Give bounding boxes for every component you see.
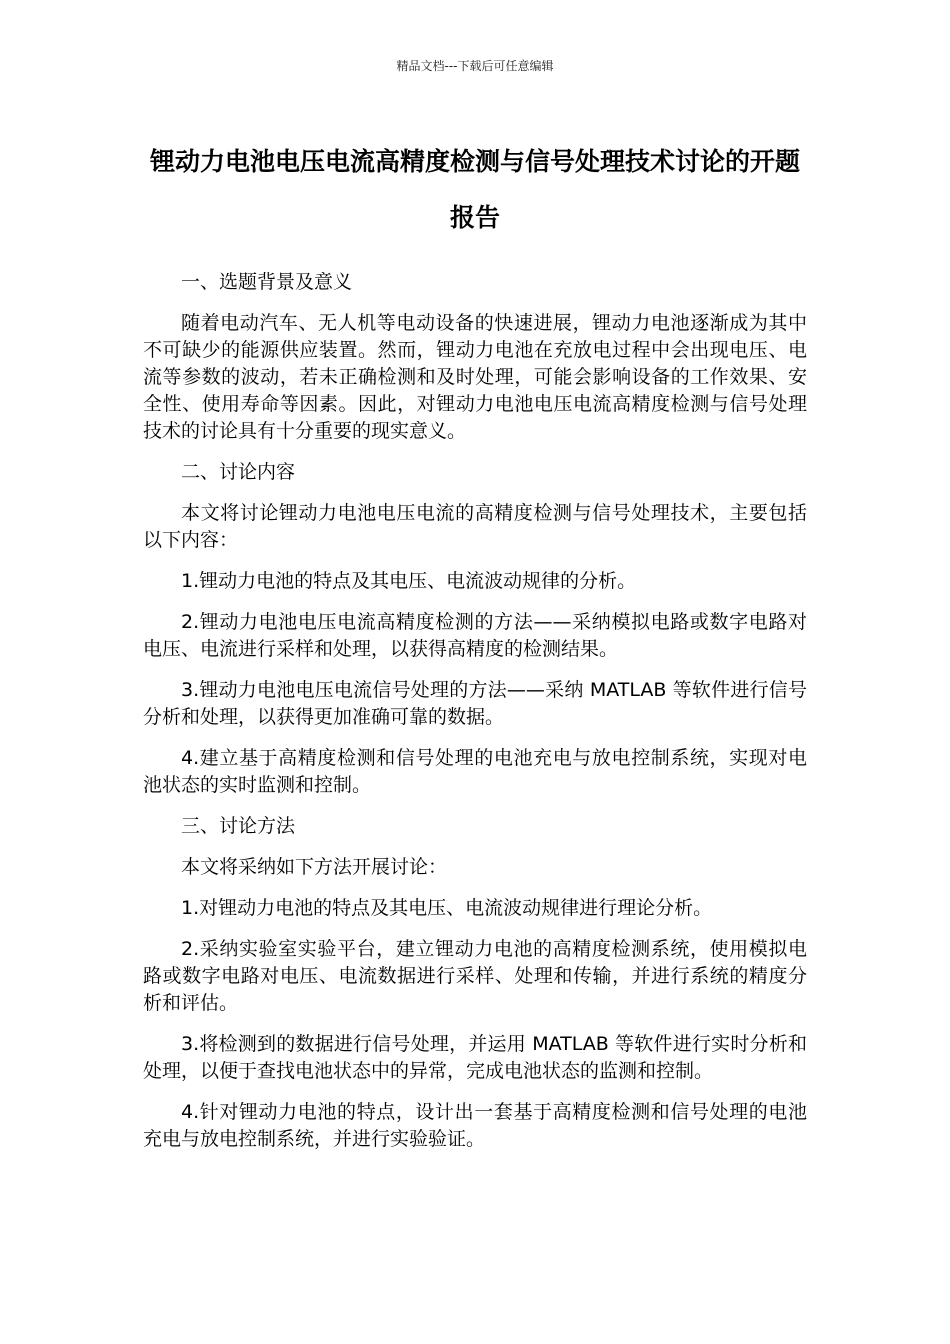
method-item-3: 3.将检测到的数据进行信号处理，并运用 MATLAB 等软件进行实时分析和处理，以便于查找电池状态中的异常，完成电池状态的监测和控制。: [143, 1033, 807, 1082]
paragraph-method-intro: 本文将采纳如下方法开展讨论：: [181, 856, 448, 878]
section-heading-background: 一、选题背景及意义: [181, 271, 353, 293]
document-title: 锂动力电池电压电流高精度检测与信号处理技术讨论的开题报告: [149, 147, 800, 232]
method-item-4: 4.针对锂动力电池的特点，设计出一套基于高精度检测和信号处理的电池充电与放电控制系统，并进行实验验证。: [143, 1101, 807, 1150]
section-heading-content: 二、讨论内容: [181, 461, 296, 483]
content-item-1: 1.锂动力电池的特点及其电压、电流波动规律的分析。: [181, 570, 637, 592]
method-item-2: 2.采纳实验室实验平台，建立锂动力电池的高精度检测系统，使用模拟电路或数字电路对电压、电流数据进行采样、处理和传输，并进行系统的精度分析和评估。: [143, 938, 807, 1014]
content-item-4: 4.建立基于高精度检测和信号处理的电池充电与放电控制系统，实现对电池状态的实时监测和控制。: [143, 747, 807, 796]
content-item-2: 2.锂动力电池电压电流高精度检测的方法——采纳模拟电路或数字电路对电压、电流进行采样和处理，以获得高精度的检测结果。: [143, 611, 807, 660]
section-heading-method: 三、讨论方法: [181, 815, 296, 837]
paragraph-background: 随着电动汽车、无人机等电动设备的快速进展，锂动力电池逐渐成为其中不可缺少的能源供应装置。然而，锂动力电池在充放电过程中会出现电压、电流等参数的波动，若未正确检测和及时处理，可能会影响设备的工作效果、安全性、使用寿命等因素。因此，对锂动力电池电压电流高精度检测与信号处理技术的讨论具有十分重要的现实意义。: [143, 312, 807, 442]
content-item-3: 3.锂动力电池电压电流信号处理的方法——采纳 MATLAB 等软件进行信号分析和处理，以获得更加准确可靠的数据。: [143, 679, 807, 728]
paragraph-content-intro: 本文将讨论锂动力电池电压电流的高精度检测与信号处理技术，主要包括以下内容：: [143, 502, 807, 551]
header-note: 精品文档---下载后可任意编辑: [396, 59, 554, 73]
document-body: [143, 269, 807, 1167]
method-item-1: 1.对锂动力电池的特点及其电压、电流波动规律进行理论分析。: [181, 897, 713, 919]
